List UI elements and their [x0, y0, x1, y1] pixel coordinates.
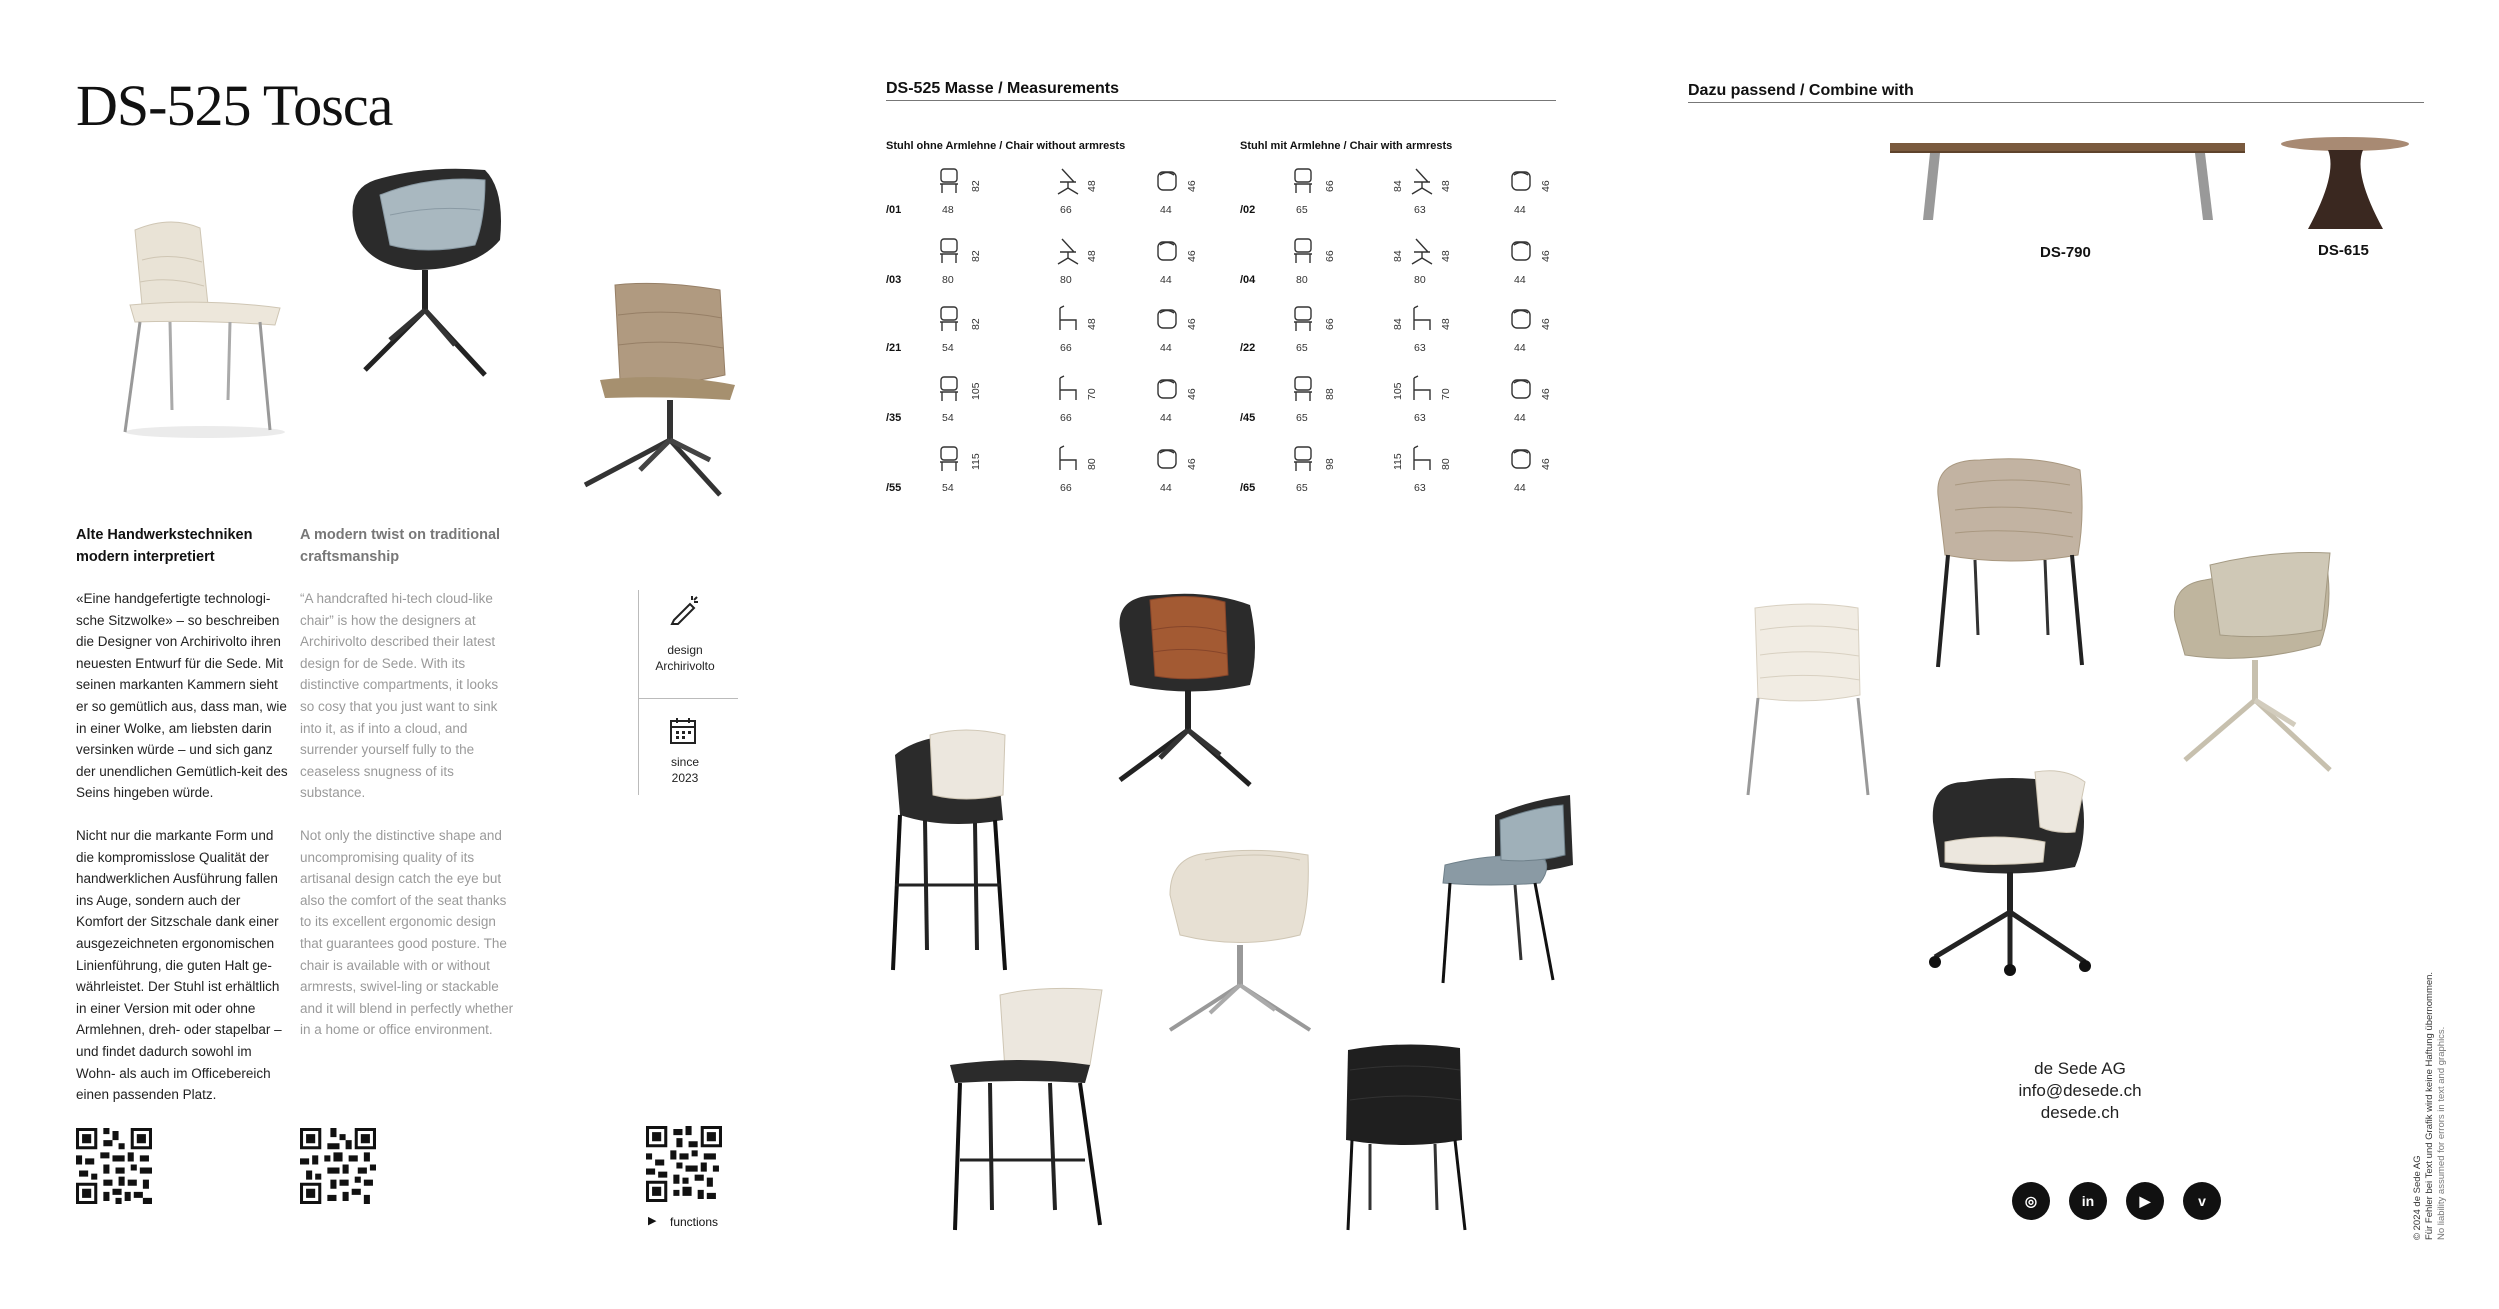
height-value: 88	[1324, 388, 1336, 400]
chair-image-cognac	[1100, 590, 1270, 805]
height-total-value: 84	[1392, 318, 1404, 330]
front-view-icon	[936, 444, 962, 479]
model-code: /21	[886, 342, 902, 354]
seat-height-value: 48	[1440, 318, 1452, 330]
side-view-icon	[1054, 304, 1080, 339]
top-view-icon	[1154, 304, 1180, 339]
height-value: 82	[970, 180, 982, 192]
side-view-icon	[1054, 444, 1080, 479]
arm-height-value: 46	[1186, 458, 1198, 470]
seat-height-value: 70	[1440, 388, 1452, 400]
base-value: 44	[1160, 412, 1172, 424]
height-total-value: 115	[1392, 453, 1404, 470]
chair-image-cream	[110, 210, 300, 440]
model-code: /02	[1240, 204, 1256, 216]
width-value: 65	[1296, 482, 1308, 494]
measurements-rule	[886, 100, 1556, 101]
side-view-icon	[1054, 166, 1080, 201]
depth-value: 63	[1414, 482, 1426, 494]
chair-image-black	[1340, 1040, 1470, 1235]
qr-code-functions[interactable]	[646, 1126, 722, 1202]
arm-height-value: 46	[1540, 458, 1552, 470]
chair-image-taupe-swivel	[560, 280, 750, 510]
heading-en: A modern twist on traditional craftsmanship	[300, 527, 501, 565]
base-value: 44	[1514, 482, 1526, 494]
side-view-icon	[1054, 374, 1080, 409]
functions-play-icon[interactable]: ▶	[648, 1215, 657, 1227]
chair-image-blue-grey	[1435, 795, 1580, 990]
chair-image-taupe-swivel-arm	[2170, 545, 2335, 775]
liability-text-en: No liability assumed for errors in text and graphics.	[2436, 1026, 2447, 1240]
front-view-icon	[936, 304, 962, 339]
base-value: 44	[1160, 482, 1172, 494]
model-code: /35	[886, 412, 902, 424]
table-image-ds615	[2278, 134, 2413, 234]
seat-height-value: 48	[1086, 250, 1098, 262]
width-value: 65	[1296, 412, 1308, 424]
instagram-icon[interactable]: ◎	[2012, 1182, 2050, 1220]
measurements-table-with	[1240, 162, 1580, 522]
depth-value: 80	[1060, 274, 1072, 286]
base-value: 44	[1514, 342, 1526, 354]
model-code: /55	[886, 482, 902, 494]
chair-image-taupe-armchair	[1930, 455, 2090, 670]
front-view-icon	[1290, 304, 1316, 339]
front-view-icon	[1290, 166, 1316, 201]
depth-value: 63	[1414, 412, 1426, 424]
chair-image-cream-swivel	[1160, 845, 1320, 1045]
seat-height-value: 70	[1086, 388, 1098, 400]
qr-code-de[interactable]	[76, 1128, 152, 1204]
combine-rule	[1688, 102, 2424, 103]
top-view-icon	[1154, 166, 1180, 201]
arm-height-value: 46	[1186, 318, 1198, 330]
without-armrests-heading: Stuhl ohne Armlehne / Chair without armrests	[886, 140, 1126, 152]
arm-height-value: 46	[1540, 180, 1552, 192]
front-view-icon	[936, 166, 962, 201]
functions-link[interactable]: functions	[670, 1215, 719, 1229]
base-value: 44	[1160, 204, 1172, 216]
top-view-icon	[1508, 236, 1534, 271]
chair-image-barstool-cream	[950, 985, 1110, 1235]
seat-height-value: 48	[1086, 318, 1098, 330]
side-view-icon	[1408, 444, 1434, 479]
height-value: 82	[970, 318, 982, 330]
base-value: 44	[1514, 274, 1526, 286]
front-view-icon	[1290, 444, 1316, 479]
depth-value: 63	[1414, 342, 1426, 354]
arm-height-value: 46	[1186, 180, 1198, 192]
side-divider-horizontal	[638, 698, 738, 699]
side-view-icon	[1408, 236, 1434, 271]
table-image-ds790	[1885, 135, 2250, 225]
measurements-table-without	[886, 162, 1226, 522]
linkedin-icon[interactable]: in	[2069, 1182, 2107, 1220]
top-view-icon	[1154, 374, 1180, 409]
heading-de: Alte Handwerkstechniken modern interpretiert	[76, 527, 253, 565]
seat-height-value: 48	[1440, 180, 1452, 192]
qr-code-en[interactable]	[300, 1128, 376, 1204]
arm-height-value: 46	[1186, 250, 1198, 262]
body-text-de-1: «Eine handgefertigte technologi-sche Sitzwolke» – so beschreiben die Designer von Archirivolto ihren neuesten Entwurf für die Sede. Mit seinen markanten Kammern sieht er so gemütlich aus, dass man, wie in einer Wolke, am liebsten darin versinken würde – und sich ganz der unendlichen Gemütlich-keit des Seins hingeben würde.	[76, 591, 288, 801]
seat-height-value: 80	[1440, 458, 1452, 470]
top-view-icon	[1508, 374, 1534, 409]
depth-value: 66	[1060, 204, 1072, 216]
side-view-icon	[1408, 374, 1434, 409]
depth-value: 66	[1060, 412, 1072, 424]
width-value: 54	[942, 412, 954, 424]
front-view-icon	[1290, 236, 1316, 271]
youtube-icon[interactable]: ▶	[2126, 1182, 2164, 1220]
top-view-icon	[1508, 444, 1534, 479]
top-view-icon	[1154, 236, 1180, 271]
company-email[interactable]: info@desede.ch	[2018, 1081, 2142, 1100]
design-pen-icon	[668, 592, 702, 626]
calendar-icon	[668, 716, 698, 746]
side-view-icon	[1054, 236, 1080, 271]
depth-value: 66	[1060, 482, 1072, 494]
seat-height-value: 48	[1440, 250, 1452, 262]
product-label-ds790: DS-790	[2040, 244, 2091, 261]
side-view-icon	[1408, 304, 1434, 339]
measurements-heading: DS-525 Masse / Measurements	[886, 80, 1119, 97]
height-value: 66	[1324, 318, 1336, 330]
since-year: 2023	[671, 771, 699, 785]
base-value: 44	[1514, 412, 1526, 424]
front-view-icon	[936, 236, 962, 271]
height-value: 66	[1324, 250, 1336, 262]
height-total-value: 105	[1392, 382, 1404, 400]
top-view-icon	[1508, 304, 1534, 339]
body-text-en-2: Not only the distinctive shape and uncompromising quality of its artisanal design catch the eye but also the comfort of the seat thanks to its excellent ergonomic design that guarantees good posture. The chair is available with or without armrests, swivel-ling or stackable and it will blend in perfectly whether in a home or office environment.	[300, 828, 514, 1038]
front-view-icon	[1290, 374, 1316, 409]
company-website[interactable]: desede.ch	[2040, 1103, 2120, 1122]
chair-image-barstool-black	[885, 725, 1035, 975]
side-view-icon	[1408, 166, 1434, 201]
arm-height-value: 46	[1540, 388, 1552, 400]
base-value: 44	[1160, 342, 1172, 354]
combine-heading: Dazu passend / Combine with	[1688, 82, 1914, 99]
model-code: /04	[1240, 274, 1256, 286]
liability-text-de: Für Fehler bei Text und Grafik wird keine Haftung übernommen.	[2424, 971, 2435, 1240]
front-view-icon	[936, 374, 962, 409]
height-value: 98	[1324, 458, 1336, 470]
design-label: design	[667, 643, 703, 657]
copyright-text: © 2024 de Sede AG	[2412, 1155, 2423, 1240]
height-total-value: 84	[1392, 180, 1404, 192]
base-value: 44	[1160, 274, 1172, 286]
designer-name: Archirivolto	[655, 659, 715, 673]
height-total-value: 84	[1392, 250, 1404, 262]
width-value: 65	[1296, 342, 1308, 354]
width-value: 54	[942, 482, 954, 494]
arm-height-value: 46	[1540, 250, 1552, 262]
product-label-ds615: DS-615	[2318, 242, 2369, 259]
company-name: de Sede AG	[2034, 1059, 2126, 1078]
width-value: 80	[942, 274, 954, 286]
chair-image-swivel-blue	[335, 160, 515, 385]
seat-height-value: 48	[1086, 180, 1098, 192]
height-value: 115	[970, 453, 982, 470]
seat-height-value: 80	[1086, 458, 1098, 470]
body-text-en-1: “A handcrafted hi-tech cloud-like chair” is how the designers at Archirivolto described their latest design for de Sede. With its distinctive compartments, it looks so cosy that you just want to sink into it, as if into a cloud, and surrender yourself fully to the ceaseless snugness of its substance.	[300, 591, 499, 801]
chair-image-white	[1740, 600, 1875, 800]
vimeo-icon[interactable]: v	[2183, 1182, 2221, 1220]
body-text-de-2: Nicht nur die markante Form und die kompromisslose Qualität der handwerklichen Ausführung fallen ins Auge, sondern auch der Komfort der Sitzschale dank einer ausgezeichneten ergonomischen Linienführung, die guten Halt ge-währleistet. Der Stuhl ist erhältlich in einer Version mit oder ohne Armlehnen, dreh- oder stapelbar – und findet dadurch sowohl im Wohn- als auch im Officebereich einen passenden Platz.	[76, 828, 282, 1103]
arm-height-value: 46	[1186, 388, 1198, 400]
height-value: 66	[1324, 180, 1336, 192]
model-code: /45	[1240, 412, 1256, 424]
model-code: /65	[1240, 482, 1256, 494]
side-divider	[638, 590, 639, 795]
base-value: 44	[1514, 204, 1526, 216]
arm-height-value: 46	[1540, 318, 1552, 330]
chair-image-office-black	[1925, 762, 2095, 977]
model-code: /03	[886, 274, 902, 286]
top-view-icon	[1154, 444, 1180, 479]
since-label: since	[670, 755, 699, 769]
width-value: 54	[942, 342, 954, 354]
height-value: 105	[970, 382, 982, 400]
with-armrests-heading: Stuhl mit Armlehne / Chair with armrests	[1240, 140, 1453, 152]
top-view-icon	[1508, 166, 1534, 201]
model-code: /01	[886, 204, 902, 216]
height-value: 82	[970, 250, 982, 262]
width-value: 48	[942, 204, 954, 216]
depth-value: 80	[1414, 274, 1426, 286]
page-title: DS-525 Tosca	[76, 73, 393, 138]
model-code: /22	[1240, 342, 1256, 354]
depth-value: 63	[1414, 204, 1426, 216]
width-value: 80	[1296, 274, 1308, 286]
width-value: 65	[1296, 204, 1308, 216]
depth-value: 66	[1060, 342, 1072, 354]
